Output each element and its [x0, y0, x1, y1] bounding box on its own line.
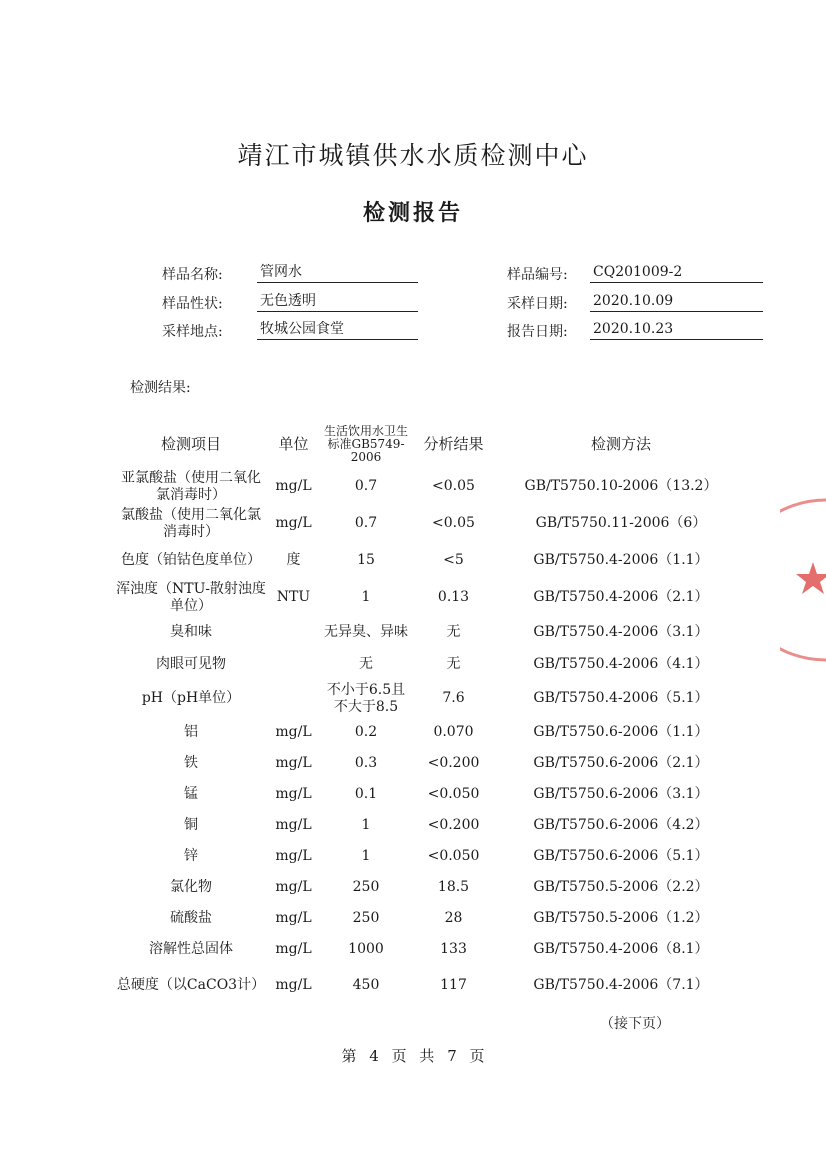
limit-cell: 1 [361, 817, 371, 833]
table-row [116, 616, 746, 648]
item-cell: 铜 [184, 817, 198, 833]
unit-cell: mg/L [275, 879, 312, 895]
table-row [116, 648, 746, 680]
result-cell: <0.05 [432, 515, 475, 531]
result-cell: 117 [440, 976, 467, 993]
results-label: 检测结果: [130, 380, 191, 396]
limit-cell: 1000 [348, 941, 384, 957]
result-cell: <0.200 [427, 817, 480, 833]
method-cell: GB/T5750.6-2006（3.1） [533, 786, 709, 802]
report-title: 检测报告 [362, 200, 463, 226]
method-cell: GB/T5750.10-2006（13.2） [524, 478, 718, 494]
item-cell: 溶解性总固体 [149, 941, 233, 957]
unit-cell: mg/L [275, 941, 312, 957]
limit-cell: 0.7 [354, 478, 378, 494]
table-row [116, 841, 746, 872]
continued-note: （接下页） [600, 1016, 670, 1032]
result-cell: <0.05 [432, 478, 475, 494]
page-footer [0, 1045, 826, 1066]
result-cell: 7.6 [442, 690, 465, 706]
limit-cell: 无 [359, 655, 373, 672]
sample-property-value: 无色透明 [257, 292, 418, 312]
table-row [116, 903, 746, 934]
report-date-value: 2020.10.23 [590, 320, 763, 340]
organization-title: 靖江市城镇供水水质检测中心 [237, 141, 589, 170]
method-cell: GB/T5750.5-2006（2.2） [533, 879, 709, 895]
sample-property-label: 样品性状: [162, 296, 223, 312]
result-cell: 28 [444, 910, 463, 926]
unit-cell: mg/L [275, 755, 312, 771]
unit-cell: 度 [286, 552, 301, 568]
table-row [116, 872, 746, 903]
method-cell: GB/T5750.6-2006（2.1） [533, 755, 709, 771]
item-cell: 锰 [184, 786, 198, 802]
result-cell: 无 [446, 655, 461, 672]
table-row [116, 779, 746, 810]
result-cell: <0.050 [427, 848, 480, 864]
unit-cell: mg/L [275, 478, 312, 494]
result-cell: <0.050 [427, 786, 480, 802]
unit-cell [266, 616, 321, 648]
table-row [116, 965, 746, 1005]
method-cell: GB/T5750.11-2006（6） [535, 515, 707, 531]
limit-cell: 0.2 [354, 724, 378, 740]
limit-cell: 250 [352, 910, 380, 926]
header-method: 检测方法 [590, 434, 651, 453]
total-pages: 7 [447, 1047, 457, 1065]
item-cell: 肉眼可见物 [156, 655, 226, 672]
header-result: 分析结果 [423, 434, 484, 453]
sampling-date-label: 采样日期: [507, 296, 568, 312]
header-unit: 单位 [278, 434, 309, 453]
result-cell: 0.13 [437, 589, 470, 605]
method-cell: GB/T5750.4-2006（8.1） [533, 941, 709, 957]
method-cell: GB/T5750.6-2006（5.1） [533, 848, 709, 864]
sample-number-value: CQ201009-2 [590, 263, 763, 283]
table-row [116, 680, 746, 717]
method-cell: GB/T5750.4-2006（3.1） [533, 623, 709, 640]
current-page: 4 [369, 1047, 379, 1065]
unit-cell: mg/L [275, 724, 312, 740]
table-row [116, 810, 746, 841]
result-cell: <0.200 [427, 755, 480, 771]
unit-cell [266, 680, 321, 717]
table-row [116, 748, 746, 779]
limit-cell: 0.7 [354, 515, 378, 531]
item-cell: 铁 [184, 755, 198, 771]
method-cell: GB/T5750.4-2006（1.1） [533, 552, 709, 568]
header-standard: 生活饮用水卫生标准GB5749-2006 [323, 423, 408, 464]
page-prefix: 第 [341, 1047, 357, 1065]
method-cell: GB/T5750.6-2006（1.1） [533, 724, 709, 740]
unit-cell: mg/L [275, 848, 312, 864]
table-header-row [116, 420, 746, 468]
limit-cell: 1 [361, 589, 371, 605]
method-cell: GB/T5750.4-2006（2.1） [533, 589, 709, 605]
method-cell: GB/T5750.6-2006（4.2） [533, 817, 709, 833]
header-item: 检测项目 [160, 434, 221, 453]
limit-cell: 1 [361, 848, 371, 864]
total-word: 共 [419, 1047, 435, 1065]
limit-cell: 0.3 [354, 755, 378, 771]
limit-cell: 0.1 [354, 786, 378, 802]
item-cell: 总硬度（以CaCO3计） [116, 976, 266, 993]
method-cell: GB/T5750.4-2006（7.1） [533, 976, 709, 993]
page-word: 页 [391, 1047, 407, 1065]
result-cell: 无 [446, 623, 461, 640]
item-cell: 氯酸盐（使用二氧化氯消毒时） [121, 506, 261, 540]
item-cell: 色度（铂钴色度单位） [121, 552, 261, 568]
unit-cell [266, 648, 321, 680]
page-suffix: 页 [469, 1047, 485, 1065]
table-row [116, 717, 746, 748]
table-row [116, 579, 746, 616]
limit-cell: 不小于6.5且不大于8.5 [326, 681, 406, 715]
result-cell: <5 [443, 552, 464, 568]
sample-number-label: 样品编号: [507, 267, 568, 283]
item-cell: 亚氯酸盐（使用二氧化氯消毒时） [121, 469, 261, 503]
limit-cell: 无异臭、异味 [324, 623, 408, 640]
unit-cell: mg/L [275, 515, 312, 531]
table-row [116, 542, 746, 579]
table-row [116, 505, 746, 542]
unit-cell: NTU [276, 589, 311, 605]
item-cell: 氯化物 [170, 879, 212, 895]
seal-stamp-icon [780, 490, 826, 670]
unit-cell: mg/L [275, 817, 312, 833]
results-table [116, 420, 746, 1005]
item-cell: 锌 [184, 848, 198, 864]
sampling-date-value: 2020.10.09 [590, 292, 763, 312]
sample-name-label: 样品名称: [162, 267, 223, 283]
report-date-label: 报告日期: [507, 324, 568, 340]
method-cell: GB/T5750.4-2006（5.1） [533, 690, 709, 706]
unit-cell: mg/L [275, 910, 312, 926]
item-cell: 臭和味 [170, 623, 212, 640]
method-cell: GB/T5750.5-2006（1.2） [533, 910, 709, 926]
item-cell: 硫酸盐 [170, 910, 212, 926]
item-cell: 铝 [184, 724, 198, 740]
unit-cell: mg/L [275, 786, 312, 802]
sample-name-value: 管网水 [257, 263, 418, 283]
result-cell: 0.070 [433, 724, 474, 740]
limit-cell: 250 [352, 879, 380, 895]
unit-cell: mg/L [275, 976, 312, 993]
sampling-location-value: 牧城公园食堂 [257, 320, 418, 340]
limit-cell: 450 [352, 976, 380, 993]
result-cell: 18.5 [437, 879, 470, 895]
sampling-location-label: 采样地点: [162, 324, 223, 340]
table-row [116, 468, 746, 505]
result-cell: 133 [440, 941, 467, 957]
item-cell: pH（pH单位） [141, 690, 241, 706]
seal-star-icon [796, 562, 826, 594]
limit-cell: 15 [357, 552, 375, 568]
table-row [116, 934, 746, 965]
method-cell: GB/T5750.4-2006（4.1） [533, 655, 709, 672]
item-cell: 浑浊度（NTU-散射浊度单位） [116, 580, 266, 614]
